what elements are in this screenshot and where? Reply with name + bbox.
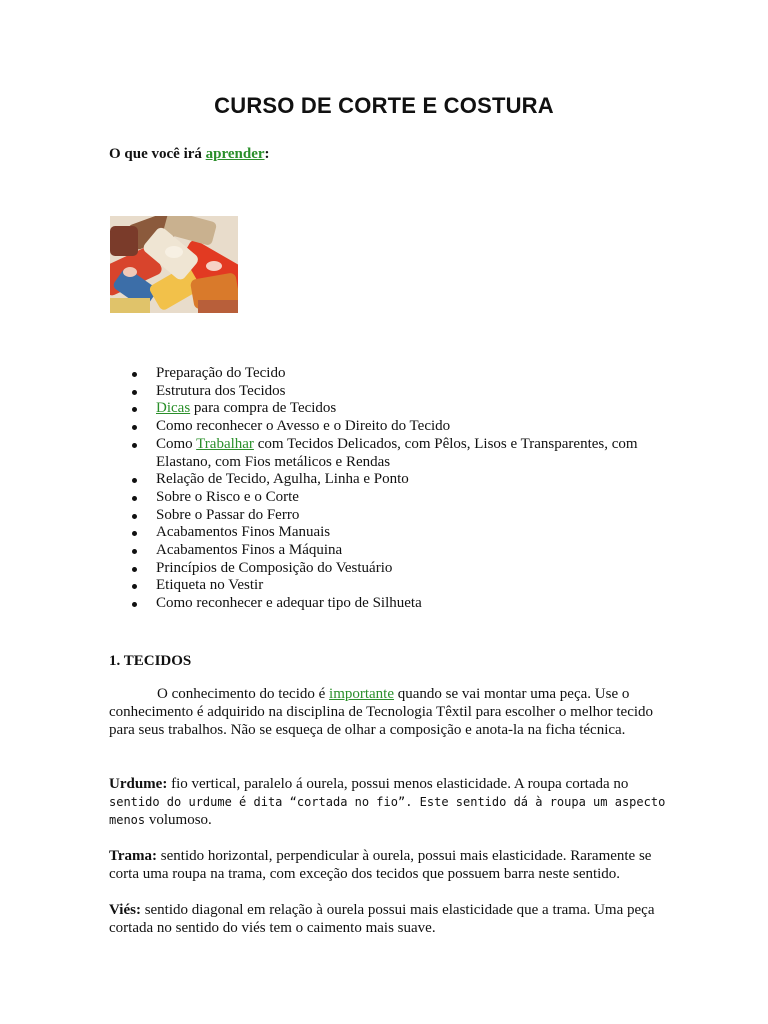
- thread-spools-image: [110, 216, 238, 313]
- intro-line: [109, 146, 270, 163]
- paragraph-trama: Trama: sentido horizontal, perpendicular à ourela, possui mais elasticidade. Raramente se corta uma roupa na trama, com exceção dos tecidos que possuem barra neste sentido.: [109, 848, 652, 882]
- urdume-alt-text: sentido do urdume é dita “cortada no fio”. Este sentido dá à roupa um aspecto menos: [109, 794, 666, 827]
- list-item: Dicas para compra de Tecidos: [130, 400, 690, 418]
- list-item: Sobre o Passar do Ferro: [130, 507, 690, 525]
- paragraph-conhecimento: O conhecimento do tecido é importante quando se vai montar uma peça. Use o conhecimento é adquirido na disciplina de Tecnologia Têxtil para escolher o melhor tecido para seus trabalhos. Não se esqueça de olhar a composição e anota-la na ficha técnica.: [109, 686, 654, 738]
- intro-suffix: :: [264, 146, 270, 162]
- list-item: Como reconhecer o Avesso e o Direito do Tecido: [130, 418, 690, 436]
- list-item: Relação de Tecido, Agulha, Linha e Ponto: [130, 471, 690, 489]
- dicas-link[interactable]: Dicas: [156, 400, 191, 417]
- page-title: CURSO DE CORTE E COSTURA: [214, 93, 554, 118]
- aprender-link[interactable]: aprender: [205, 146, 265, 162]
- paragraph-vies: Viés: sentido diagonal em relação à ourela possui mais elasticidade que a trama. Uma peça cortada no sentido do viés tem o caimento mais suave.: [109, 902, 655, 936]
- trama-label: Trama:: [109, 848, 158, 864]
- urdume-label: Urdume:: [109, 776, 168, 792]
- intro-prefix: O que você irá: [109, 146, 206, 162]
- list-item: Preparação do Tecido: [130, 365, 690, 383]
- paragraph-urdume: Urdume: fio vertical, paralelo á ourela, possui menos elasticidade. A roupa cortada no sentido do urdume é dita “cortada no fio”. Este sentido dá à roupa um aspecto menos volumoso.: [109, 776, 666, 828]
- topics-list: [130, 365, 690, 613]
- list-item: Como Trabalhar com Tecidos Delicados, com Pêlos, Lisos e Transparentes, com Elastano, com Fios metálicos e Rendas: [130, 436, 690, 471]
- section-heading-tecidos: 1. TECIDOS: [109, 653, 192, 669]
- importante-link[interactable]: importante: [329, 686, 395, 702]
- list-item: Estrutura dos Tecidos: [130, 383, 690, 401]
- list-item: Sobre o Risco e o Corte: [130, 489, 690, 507]
- list-item: Princípios de Composição do Vestuário: [130, 560, 690, 578]
- list-item: Acabamentos Finos Manuais: [130, 524, 690, 542]
- list-item: Como reconhecer e adequar tipo de Silhueta: [130, 595, 690, 613]
- vies-label: Viés:: [109, 902, 141, 918]
- list-item: Acabamentos Finos a Máquina: [130, 542, 690, 560]
- thread-spools-illustration: [110, 216, 238, 313]
- trabalhar-link[interactable]: Trabalhar: [196, 435, 254, 452]
- list-item: Etiqueta no Vestir: [130, 577, 690, 595]
